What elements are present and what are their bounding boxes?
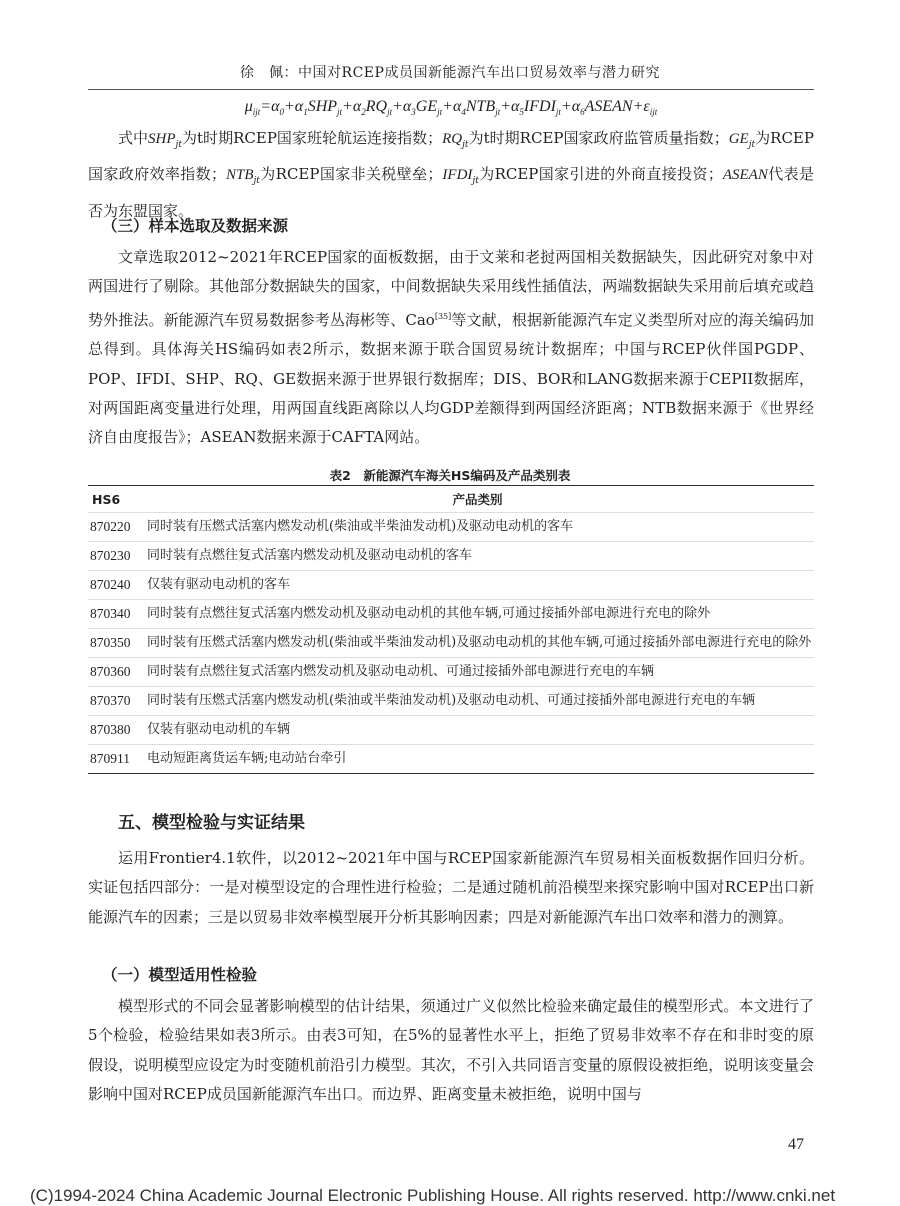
variable: GE: [728, 131, 749, 147]
subsection-heading-sample-data: （三）样本选取及数据来源: [102, 217, 289, 235]
equation: [88, 98, 814, 117]
column-header-hs6: HS6: [92, 491, 121, 507]
citation: [35]: [434, 311, 452, 321]
running-head: 徐 佩：中国对RCEP成员国新能源汽车出口贸易效率与潜力研究: [240, 65, 660, 81]
product-category-cell: 同时装有点燃往复式活塞内燃发动机及驱动电动机、可通过接插外部电源进行充电的车辆: [141, 658, 814, 687]
variable: GE: [415, 98, 438, 115]
text-run: 为t时期RCEP国家班轮航运连接指数；: [181, 129, 443, 147]
variable: ASEAN: [584, 98, 633, 115]
subscript: 4: [461, 107, 466, 118]
subscript: ijt: [649, 107, 658, 118]
product-category-cell: 同时装有压燃式活塞内燃发动机(柴油或半柴油发动机)及驱动电动机的其他车辆,可通过接插外部电源进行充电的除外: [141, 629, 814, 658]
text-run: 为RCEP国家非关税壁垒；: [259, 165, 443, 184]
subscript: jt: [472, 176, 479, 187]
subsection-heading-model-test: （一）模型适用性检验: [102, 966, 258, 984]
table-row: [88, 745, 814, 774]
column-header-category: 产品类别: [452, 492, 503, 507]
subscript: 6: [580, 107, 585, 118]
table-row: [88, 542, 814, 571]
variable: μ: [244, 98, 253, 115]
table-row: [88, 629, 814, 658]
paragraph-method-overview: 运用Frontier4.1软件，以2012~2021年中国与RCEP国家新能源汽车贸易相关面板数据作回归分析。实证包括四部分：一是对模型设定的合理性进行检验；二是通过随机前沿模型来探究影响中国对RCEP出口新能源汽车的因素；三是以贸易非效率模型展开分析其影响因素；四是对新能源汽车出口效率和潜力的测算。: [88, 849, 814, 926]
table-row: [88, 716, 814, 745]
variable: RQ: [442, 131, 463, 147]
text-run: 文章选取2012~2021年RCEP国家的面板数据，由于文莱和老挝两国相关数据缺失，因此研究对象中对两国进行了剔除。其他部分数据缺失的国家，中间数据缺失采用线性插值法，两端数据缺失采用前后填充或趋势外推法。新能源汽车贸易数据参考丛海彬等、Cao: [88, 248, 814, 329]
hs-code-cell: 870340: [88, 600, 141, 629]
product-category-cell: 仅装有驱动电动机的车辆: [141, 716, 814, 745]
variable: ASEAN: [722, 167, 768, 184]
text-run: 等文献，根据新能源汽车定义类型所对应的海关编码加总得到。具体海关HS编码如表2所示，数据来源于联合国贸易统计数据库；中国与RCEP伙伴国PGDP、POP、IFDI、SHP、RQ、GE数据来源于世界银行数据库；DIS、BOR和LANG数据来源于CEPII数据库，对两国距离变量进行处理，用两国直线距离除以人均GDP差额得到两国经济距离；NTB数据来源于《世界经济自由度报告》；ASEAN数据来源于CAFTA网站。: [88, 310, 814, 447]
text-run: 代表是否为东盟国家。: [88, 165, 814, 220]
variable: IFDI: [442, 167, 473, 184]
hs-code-cell: 870911: [88, 745, 141, 774]
product-category-cell: 同时装有压燃式活塞内燃发动机(柴油或半柴油发动机)及驱动电动机、可通过接插外部电源进行充电的车辆: [141, 687, 814, 716]
variable: IFDI: [523, 98, 556, 115]
text-run: +α: [442, 98, 462, 115]
hs-code-cell: 870370: [88, 687, 141, 716]
text-run: +α: [284, 98, 304, 115]
paragraph-data-sources: [88, 243, 814, 453]
text-run: 为RCEP国家政府效率指数；: [88, 129, 814, 184]
text-run: 为t时期RCEP国家政府监管质量指数；: [468, 129, 729, 147]
variable: SHP: [148, 131, 176, 147]
table-row: [88, 687, 814, 716]
product-category-cell: 电动短距离货运车辆;电动站台牵引: [141, 745, 814, 774]
subscript: jt: [555, 107, 561, 118]
variable: NTB: [225, 167, 254, 184]
text-run: +α: [392, 98, 412, 115]
section-heading: 五、模型检验与实证结果: [118, 813, 305, 833]
copyright-footer: (C)1994-2024 China Academic Journal Electronic Publishing House. All rights reserved. http://www.cnki.net: [30, 1186, 836, 1205]
text-run: =α: [260, 98, 280, 115]
text-run: +α: [500, 98, 520, 115]
product-category-cell: 同时装有点燃往复式活塞内燃发动机及驱动电动机的客车: [141, 542, 814, 571]
subscript: jt: [462, 140, 469, 150]
subscript: jt: [387, 107, 393, 118]
paragraph-model-test: 模型形式的不同会显著影响模型的估计结果，须通过广义似然比检验来确定最佳的模型形式。本文进行了5个检验，检验结果如表3所示。由表3可知，在5%的显著性水平上，拒绝了贸易非效率不存在和非时变的原假设，说明模型应设定为时变随机前沿引力模型。其次，不引入共同语言变量的原假设被拒绝，说明该变量会影响中国对RCEP成员国新能源汽车出口。而边界、距离变量未被拒绝，说明中国与: [88, 997, 814, 1104]
subscript: jt: [748, 140, 756, 150]
text-run: +α: [560, 98, 581, 115]
hs-code-table: [88, 485, 814, 774]
subscript: jt: [253, 176, 260, 187]
subscript: 1: [303, 107, 308, 118]
text-run: 式中: [118, 129, 149, 147]
hs-code-cell: 870220: [88, 513, 141, 542]
subscript: 3: [411, 107, 416, 118]
text-run: 为RCEP国家引进的外商直接投资；: [478, 165, 723, 184]
text-run: +ε: [632, 98, 650, 115]
subscript: jt: [175, 140, 182, 150]
header-rule: [88, 89, 814, 90]
paragraph-variable-definitions: [88, 124, 814, 226]
page-number: 47: [788, 1136, 804, 1153]
table-row: [88, 513, 814, 542]
text-run: +α: [342, 98, 362, 115]
table-row: [88, 571, 814, 600]
table-header-row: [88, 486, 814, 513]
product-category-cell: 同时装有压燃式活塞内燃发动机(柴油或半柴油发动机)及驱动电动机的客车: [141, 513, 814, 542]
hs-code-cell: 870350: [88, 629, 141, 658]
table-row: [88, 600, 814, 629]
variable: NTB: [465, 98, 496, 115]
table-caption: 表2 新能源汽车海关HS编码及产品类别表: [329, 468, 571, 483]
subscript: 2: [361, 107, 366, 118]
product-category-cell: 仅装有驱动电动机的客车: [141, 571, 814, 600]
table-row: [88, 658, 814, 687]
variable: RQ: [365, 98, 388, 115]
hs-code-cell: 870360: [88, 658, 141, 687]
subscript: 5: [519, 107, 524, 118]
hs-code-cell: 870240: [88, 571, 141, 600]
product-category-cell: 同时装有点燃往复式活塞内燃发动机及驱动电动机的其他车辆,可通过接插外部电源进行充电的除外: [141, 600, 814, 629]
subscript: jt: [337, 107, 343, 118]
variable: SHP: [307, 98, 338, 115]
subscript: ijt: [252, 107, 261, 118]
subscript: jt: [495, 107, 501, 118]
subscript: 0: [279, 107, 284, 118]
subscript: jt: [437, 107, 443, 118]
hs-code-cell: 870230: [88, 542, 141, 571]
hs-code-cell: 870380: [88, 716, 141, 745]
